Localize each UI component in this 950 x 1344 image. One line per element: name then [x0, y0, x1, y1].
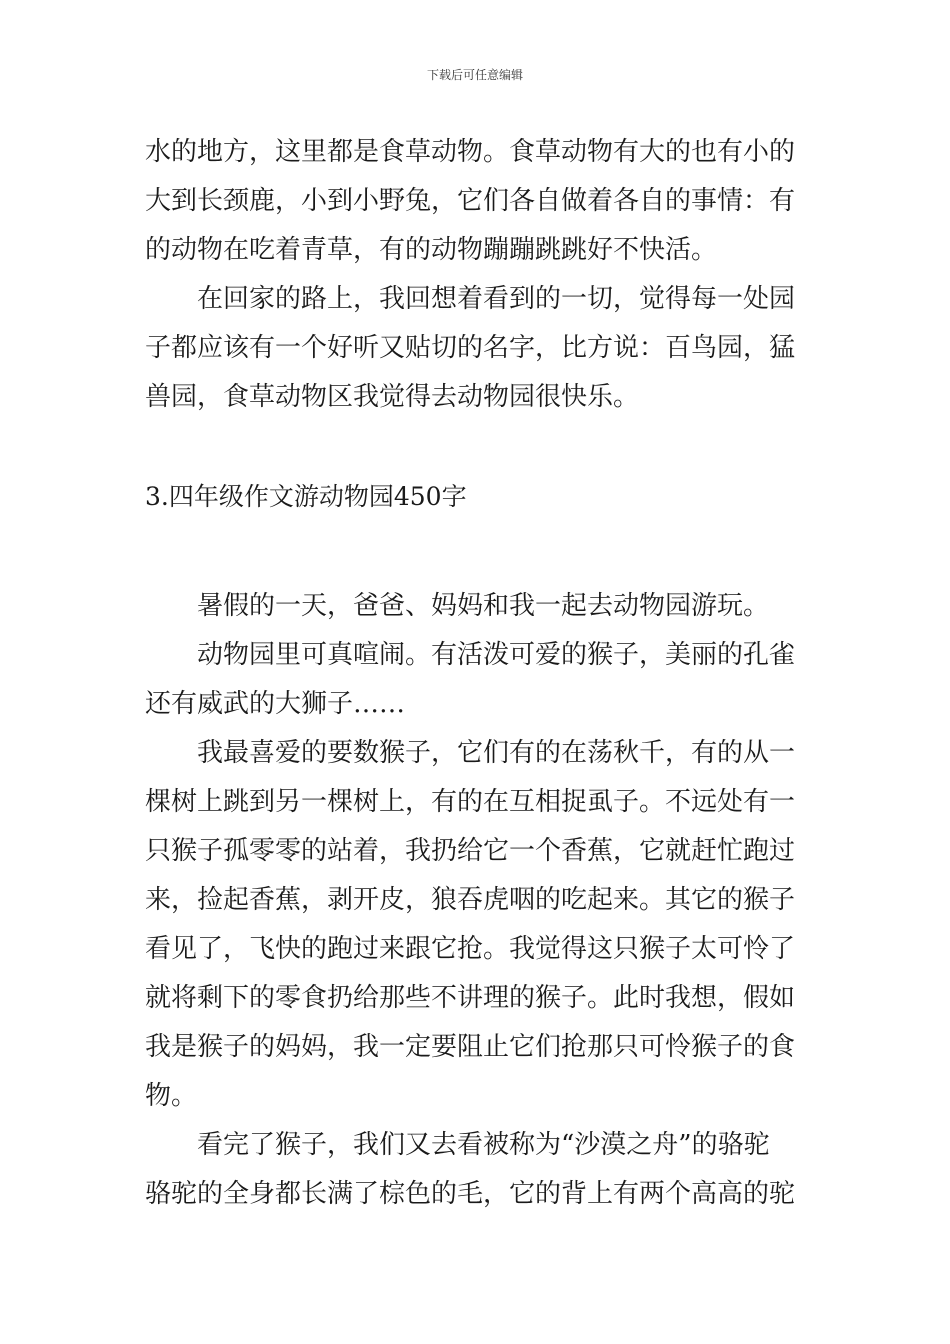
section-heading: 3.四年级作文游动物园450字 [145, 482, 467, 511]
paragraph [145, 1121, 810, 1219]
paragraph [145, 582, 810, 631]
text-line: 只猴子孤零零的站着，我扔给它一个香蕉，它就赶忙跑过 [145, 836, 796, 866]
text-line: 物。 [145, 1081, 198, 1111]
spacer [145, 422, 810, 472]
text-line: 棵树上跳到另一棵树上，有的在互相捉虱子。不远处有一 [145, 787, 796, 817]
text-line: 还有威武的大狮子…… [145, 689, 406, 719]
text-line: 动物园里可真喧闹。有活泼可爱的猴子，美丽的孔雀 [197, 640, 796, 670]
paragraph [145, 275, 810, 422]
text-line: 大到长颈鹿，小到小野兔，它们各自做着各自的事情：有 [145, 186, 796, 216]
text-line: 看见了，飞快的跑过来跟它抢。我觉得这只猴子太可怜了 [145, 934, 796, 964]
text-line: 我是猴子的妈妈，我一定要阻止它们抢那只可怜猴子的食 [145, 1032, 796, 1062]
text-line: 在回家的路上，我回想着看到的一切，觉得每一处园 [197, 284, 796, 314]
text-line: 水的地方，这里都是食草动物。食草动物有大的也有小的 [145, 137, 796, 167]
paragraph [145, 128, 810, 275]
spacer [145, 521, 810, 582]
document-body [145, 128, 810, 1219]
paragraph [145, 631, 810, 729]
page-header-note: 下载后可任意编辑 [426, 68, 523, 82]
text-line: 的动物在吃着青草，有的动物蹦蹦跳跳好不快活。 [145, 235, 718, 265]
paragraph [145, 729, 810, 1121]
text-line: 就将剩下的零食扔给那些不讲理的猴子。此时我想，假如 [145, 983, 796, 1013]
text-line: 暑假的一天，爸爸、妈妈和我一起去动物园游玩。 [197, 591, 770, 621]
text-line: 看完了猴子，我们又去看被称为“沙漠之舟”的骆驼 [197, 1130, 770, 1160]
text-line: 骆驼的全身都长满了棕色的毛，它的背上有两个高高的驼 [145, 1179, 796, 1209]
text-line: 兽园，食草动物区我觉得去动物园很快乐。 [145, 382, 640, 412]
text-line: 子都应该有一个好听又贴切的名字，比方说：百鸟园，猛 [145, 333, 796, 363]
text-line: 来，捡起香蕉，剥开皮，狼吞虎咽的吃起来。其它的猴子 [145, 885, 796, 915]
text-line: 我最喜爱的要数猴子，它们有的在荡秋千，有的从一 [197, 738, 796, 768]
